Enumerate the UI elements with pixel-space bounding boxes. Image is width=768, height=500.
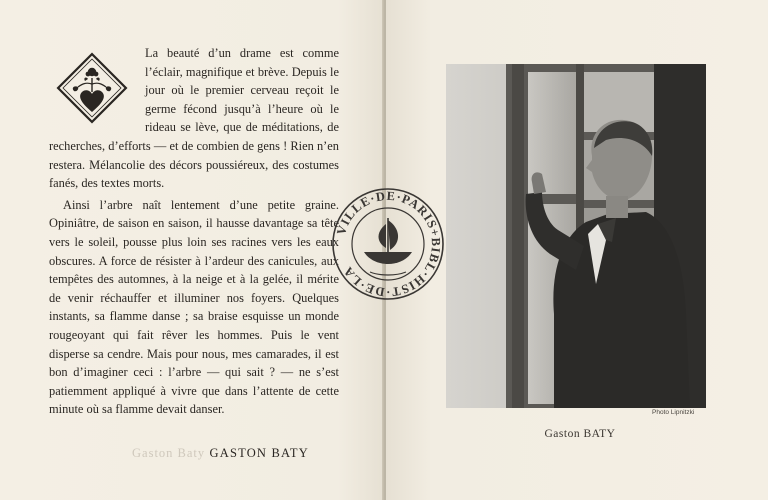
photo-credit: Photo Lipnitzki bbox=[652, 409, 695, 416]
signature-text: GASTON BATY bbox=[209, 446, 309, 460]
photo-caption: Gaston BATY bbox=[544, 428, 616, 440]
photo-image bbox=[446, 64, 706, 408]
paragraph-1: La beauté d’un drame est comme l’éclair, magnifique et brève. Depuis le jour où le premier cerveau reçoit le germe fécond jusqu’à l’heure où le rideau se lève, que de méditations, de recherches, d’efforts — et de combien de gens ! Rien n’en restera. Mélancolie des décors poussiéreux, des costumes fanés, des textes morts. bbox=[49, 46, 339, 191]
ship-seal-icon bbox=[330, 186, 446, 302]
author-signature bbox=[132, 446, 322, 461]
signature-ghost-text: Gaston Baty bbox=[132, 446, 206, 460]
man-at-window-photo bbox=[446, 64, 706, 408]
essay-text bbox=[49, 44, 339, 419]
stamp-text: VILLE·DE·PARIS+BIBL·HIST·DE·LA bbox=[333, 188, 444, 300]
paragraph-2: Ainsi l’arbre naît lentement d’une petite graine. Opiniâtre, de saison en saison, il hausse davantage sa tête vers le soleil, pousse plus loin ses racines vers les eaux obscures. A force de résister à l’ardeur des canicules, aux tempêtes des automnes, à la neige et à la gelée, il mérite de venir réchauffer et illuminer nos foyers. Quelques instants, sa flamme danse ; sa braise esquisse un monde rougeoyant qui fait rêver les hommes. Puis le vent disperse sa cendre. Mais pour nous, mes camarades, il est bon d’imaginer ceci : l’arbre — qui sait ? — ne s’est patiemment appliqué à vivre que dans l’attente de cette minute où sa flamme devait danser. bbox=[49, 197, 339, 417]
